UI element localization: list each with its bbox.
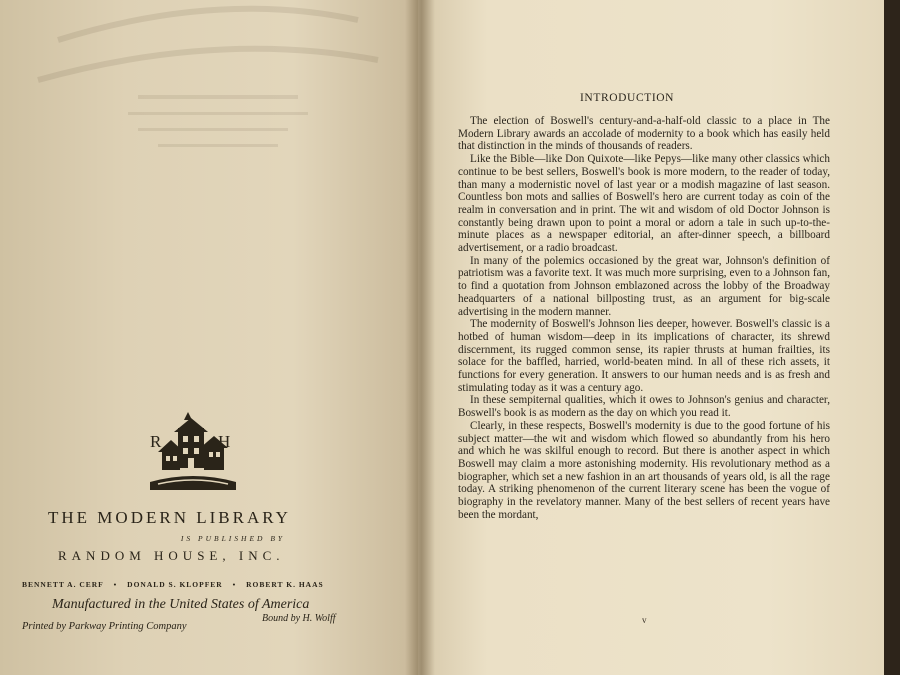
- imprint-person: BENNETT A. CERF: [22, 580, 104, 589]
- book-gutter: [405, 0, 435, 675]
- imprint-publisher: RANDOM HOUSE, INC.: [58, 548, 285, 563]
- imprint-person: DONALD S. KLOPFER: [127, 580, 223, 589]
- left-page: [0, 0, 418, 675]
- page-edge: [884, 0, 900, 675]
- paragraph: In many of the polemics occasioned by the great war, Johnson's definition of patriotism was a favorite text. It was much more surprising, even to a Johnson fan, to find a quotation from Johnson emblazoned across the lobby of the Broadway headquarters of a national billposting trust, as an argument for big-scale advertising in the modern manner.: [458, 254, 830, 318]
- imprint-bound-by: Bound by H. Wolff: [262, 613, 336, 624]
- page-heading: INTRODUCTION: [580, 92, 675, 104]
- imprint-title: THE MODERN LIBRARY: [48, 508, 291, 527]
- paragraph: Clearly, in these respects, Boswell's modernity is due to the good fortune of his subject matter—the wit and wisdom which flowed so abundantly from his hero and which he was skilful enough to record. But there is another aspect in which Boswell may claim a more astonishing modernity. His revolutionary method as a biographer, which set a new fashion in an art thousands of years old, is all the rage today. A striking phenomenon of the current literary scene has been the vogue of biography in the revelatory manner. Many of the best sellers of recent years have been the mordant,: [458, 419, 830, 521]
- paragraph: Like the Bible—like Don Quixote—like Pepys—like many other classics which continue to be best sellers, Boswell's book is more modern, to the reader of today, than many a modernistic novel of last year or a modish magazine of last season. Countless bon mots and sallies of Boswell's hero are current today as coin of the realm in conversation and in print. The wit and wisdom of old Doctor Johnson is constantly being drawn upon to point a moral or adorn a tale in such up-to-the-minute places as a newspaper editorial, an after-dinner speech, a billboard advertisement, or a radio broadcast.: [458, 153, 830, 255]
- publisher-imprint: [0, 0, 418, 675]
- imprint-printed-by: Printed by Parkway Printing Company: [22, 621, 187, 632]
- body-text: [458, 115, 830, 522]
- imprint-published-by: IS PUBLISHED BY: [180, 534, 286, 543]
- imprint-people: [22, 580, 331, 589]
- page-number: v: [642, 615, 647, 625]
- imprint-separator: •: [113, 580, 118, 589]
- imprint-separator: •: [232, 580, 237, 589]
- paragraph: The modernity of Boswell's Johnson lies deeper, however. Boswell's classic is a hotbed of human wisdom—deep in its implications of character, its shrewd discernment, its rugged common sense, its rapier thrusts at human frailties, its solace for the baffled, harried, world-beaten mind. In all of these rich assets, it functions for every generation. It answers to our human needs and is as fresh and stimulating today as it was a century ago.: [458, 318, 830, 394]
- imprint-person: ROBERT K. HAAS: [246, 580, 324, 589]
- imprint-manufactured: Manufactured in the United States of America: [52, 597, 310, 612]
- paragraph: The election of Boswell's century-and-a-half-old classic to a place in The Modern Library awards an accolade of modernity to a book which has easily held that distinction in the minds of thousands of readers.: [458, 115, 830, 153]
- logo-letter-h: H: [218, 432, 231, 451]
- paragraph: In these sempiternal qualities, which it owes to Johnson's genius and character, Boswell's book is as modern as the day on which you read it.: [458, 394, 830, 420]
- logo-letter-r: R: [150, 432, 162, 451]
